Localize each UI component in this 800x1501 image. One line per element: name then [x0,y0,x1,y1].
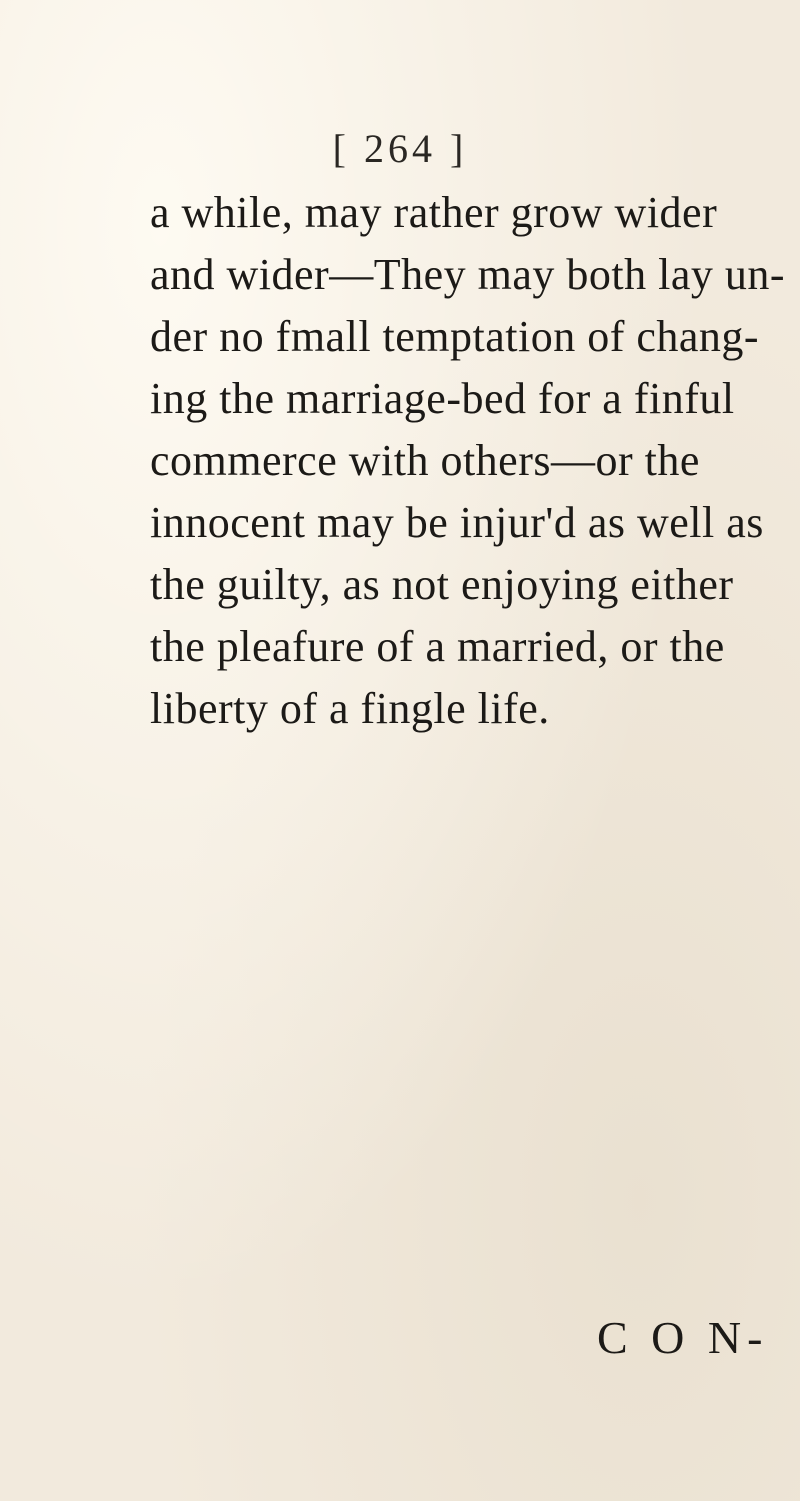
text-line-8: the pleafure of a married, or the [150,622,725,671]
catchword: C O N- [597,1312,769,1363]
text-line-9: liberty of a fingle life. [150,684,550,733]
text-line-2: and wider—They may both lay un- [150,250,786,299]
text-line-6: innocent may be injur'd as well as [150,498,764,547]
text-line-7: the guilty, as not enjoying either [150,560,734,609]
text-line-5: commerce with others—or the [150,436,700,485]
body-text [150,182,790,740]
page-number: [ 264 ] [332,126,468,171]
text-line-1: a while, may rather grow wider [150,188,718,237]
text-line-4: ing the marriage-bed for a finful [150,374,735,423]
text-line-3: der no fmall temptation of chang- [150,312,760,361]
